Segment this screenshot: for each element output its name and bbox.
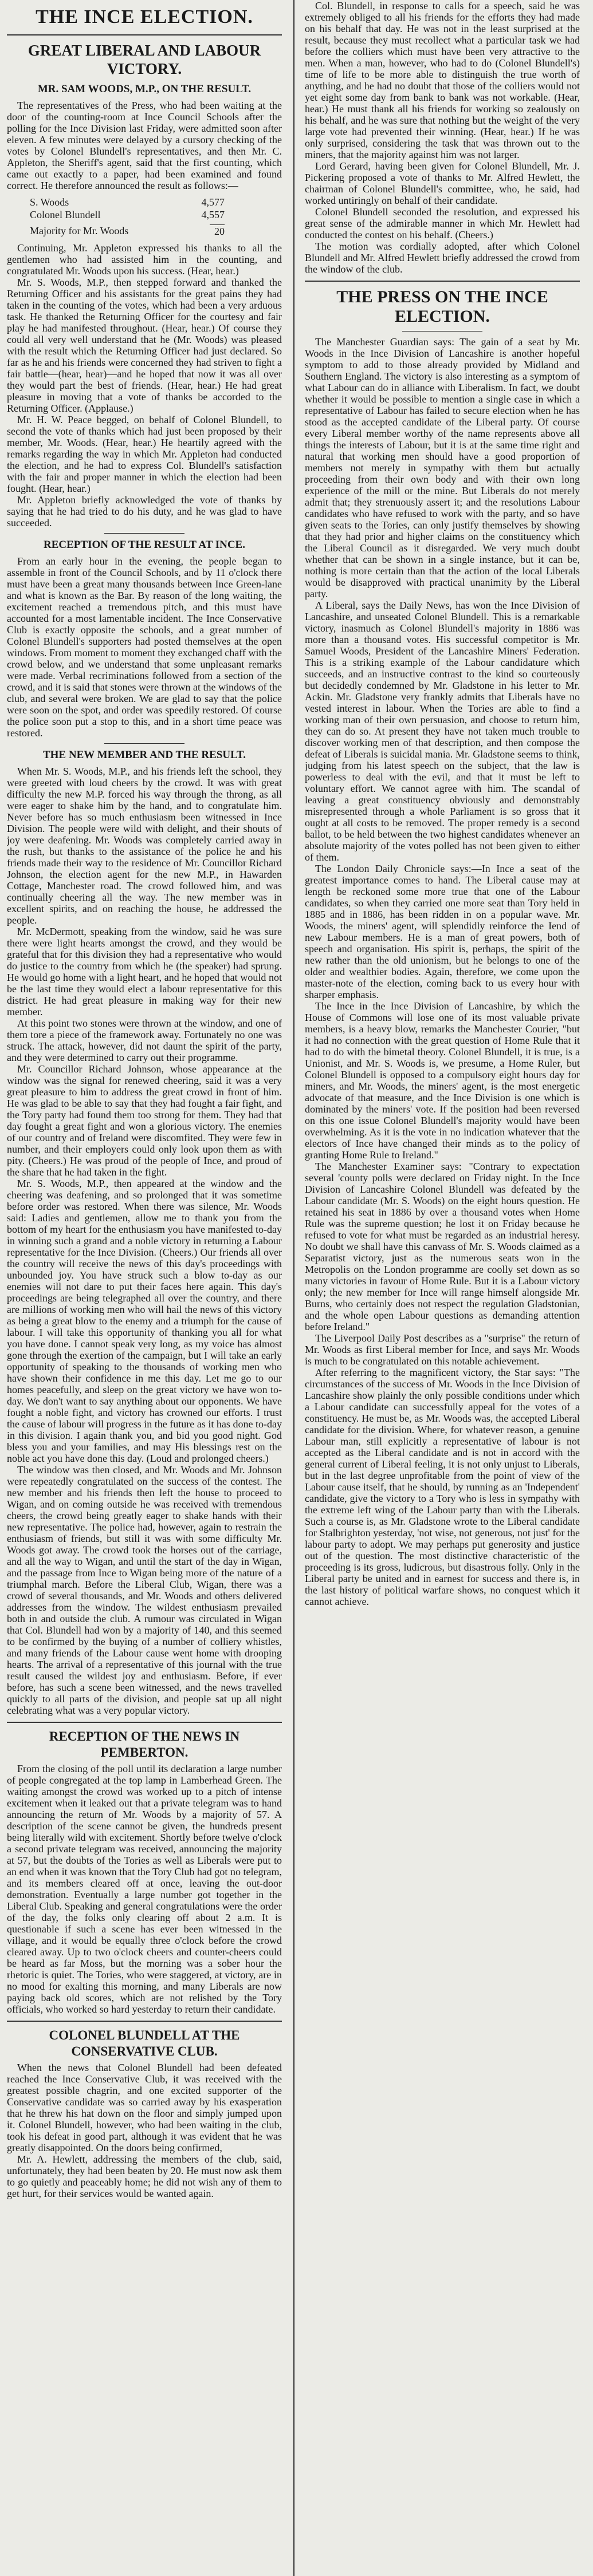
paragraph: From the closing of the poll until its declaration a large number of people congregated at the top lamp in Lamberhead Green. The waiting amongst the crowd was worked up to a pitch of intense excitement when it leaked out that a private telegram was to hand announcing the return of Mr. Woods by a majority of 57. A description of the scene cannot be given, the hundreds present being literally wild with excitement. Shortly before twelve o'clock a second private telegram was received, announcing the majority at 57, but the doubts of the Tories as well as Liberals were put to an end when it was known that the Tory Club had got no telegram, and its members cleared off at once, leaving the out-door demonstration. Eventually a large number got together in the Liberal Club. Speaking and general congratulations were the order of the day, the folks only clearing off about 2 a.m. It is questionable if such a scene has ever been witnessed in the village, and it would be equally three o'clock before the crowd cleared away. Up to two o'clock cheers and counter-cheers could be heard as far Moss, but the morning was a sober hour the rhetoric is quiet. The Tories, who were staggered, at victory, are in no mood for exalting this morning, and many Liberals are now paying back old scores, which are not relished by the Tory officials, who worked so hard yesterday to return their candidate. (7, 1763, 282, 2015)
paragraph: Mr. A. Hewlett, addressing the members of the club, said, unfortunately, they had been beaten by 20. He must now ask them to go quietly and peaceably home; he did not wish any of them to get hurt, for their services would be wanted again. (7, 2153, 282, 2199)
paragraph: Continuing, Mr. Appleton expressed his thanks to all the gentlemen who had assisted him in the counting, and congratulated Mr. Woods upon his success. (Hear, hear.) (7, 242, 282, 277)
paragraph: The window was then closed, and Mr. Woods and Mr. Johnson were repeatedly congratulated on the success of the contest. The new member and his friends then left the house to proceed to Wigan, and on coming outside he was received with tremendous cheers, the crowd being greatly eager to shake hands with their new representative. The police had, however, again to restrain the enthusiasm of friends, but still it was with some difficulty Mr. Woods got away. The crowd took the horses out of the carriage, and all the way to Wigan, and until the start of the day in Wigan, and the passage from Ince to Wigan being more of the nature of a triumphal march. Before the Liberal Club, Wigan, there was a crowd of several thousands, and Mr. Woods and others delivered addresses from the window. The wildest enthusiasm prevailed both in and outside the club. A rumour was circulated in Wigan that Col. Blundell had won by a majority of 140, and this seemed to be confirmed by the buying of a number of colliery whistles, and many friends of the Labour cause went home with drooping hearts. The arrival of a representative of this journal with the true result caused the wildest joy and enthusiasm. Before, if ever before, has such a scene been witnessed, and the news travelled quickly to all parts of the division, and people sat up all night celebrating what was a very popular victory. (7, 1464, 282, 1716)
candidate-row (30, 196, 225, 208)
rule (104, 533, 184, 534)
paragraph: The motion was cordially adopted, after which Colonel Blundell and Mr. Alfred Hewlett briefly addressed the crowd from the window of the club. (305, 240, 580, 275)
section-heading-pemberton: RECEPTION OF THE NEWS IN PEMBERTON. (49, 1729, 240, 1760)
rule (7, 34, 282, 35)
rule (7, 2021, 282, 2022)
paragraph: The Liverpool Daily Post describes as a "surprise" the return of Mr. Woods as first Liberal member for Ince, and says Mr. Woods is much to be congratulated on this notable achievement. (305, 1332, 580, 1367)
rule (305, 281, 580, 282)
section-heading-new-member: THE NEW MEMBER AND THE RESULT. (42, 749, 246, 761)
left-column (7, 6, 282, 2565)
paragraph: The London Daily Chronicle says:—In Ince a seat of the greatest importance comes to hand. The Liberal cause may at length be reckoned some more true that one of the Labour candidates, so when they carried one more seat than Tory held in 1885 and in 1886, has been ridden in on a popular wave. Mr. Woods, the miners' agent, will splendidly reinforce the Iend of new Labour members. He is a man of great powers, both of speech and organisation. His spirit is, perhaps, the spirit of the new rather than the old unionism, but he belongs to one of the older and wealthier bodies. Again, therefore, we come upon the master-note of the election, coming back to us every hour with sharper emphasis. (305, 863, 580, 1000)
main-headline: GREAT LIBERAL AND LABOUR VICTORY. (28, 42, 261, 77)
section-heading-result: MR. SAM WOODS, M.P., ON THE RESULT. (37, 83, 252, 95)
poll-result (30, 196, 282, 238)
paragraph: From an early hour in the evening, the people began to assemble in front of the Council Schools, and by 11 o'clock there must have been a great many thousands between Ince Green-lane and what is known as the Bar. By reason of the long waiting, the excitement reached a tremendous pitch, and this must have accounted for a most lamentable incident. The Ince Conservative Club is exactly opposite the schools, and a great number of Colonel Blundell's supporters had posted themselves at the open windows. From moment to moment they exchanged chaff with the crowd below, and we understand that some unpleasant remarks were made. Verbal recriminations followed from a section of the crowd, and it is said that stones were thrown at the windows of the club, and several were broken. We are glad to say that the police were soon on the spot, and order was speedily restored. Of course the police soon put a stop to this, and in a short time peace was restored. (7, 555, 282, 739)
right-column (305, 0, 580, 2559)
paragraph: Colonel Blundell seconded the resolution, and expressed his great sense of the admirable manner in which Mr. Hewlett had conducted the contest on his behalf. (Cheers.) (305, 206, 580, 240)
majority-value: 20 (210, 224, 225, 238)
majority-row (30, 224, 225, 238)
section-heading-reception: RECEPTION OF THE RESULT AT INCE. (44, 539, 245, 551)
rule (402, 331, 482, 332)
paragraph: After referring to the magnificent victory, the Star says: "The circumstances of the success of Mr. Woods in the Ince Division of Lancashire show plainly the only possible conditions under which a Labour candidate can successfully appeal for the votes of a constituency. He must be, as Mr. Woods was, the accepted Liberal candidate for the division. Where, for whatever reason, a genuine Labour man, still explicitly a representative of labour is not accepted as the Liberal candidate and is not in accord with the general current of Liberal feeling, it is not only unjust to Liberals, but in the last degree unprofitable from the point of view of the Labour cause itself, that he should, by running as an 'Independent' candidate, give the victory to a Tory who is less in sympathy with the extreme left wing of the Labour party than with the Liberals. Such a course is, as Mr. Gladstone wrote to the Liberal candidate for Stalbrighton yesterday, 'not wise, not generous, not just' for the labour party to adopt. We may perhaps put generosity and justice out of the question. The most distinctive characteristic of the proceeding is its gross, ludicrous, but disastrous folly. Only in the Liberal party be united and in earnest for success and there is, in the last history of political warfare shows, no conquest which it cannot achieve. (305, 1367, 580, 1607)
candidate-name: Colonel Blundell (30, 209, 101, 220)
paragraph: Mr. S. Woods, M.P., then appeared at the window and the cheering was deafening, and so prolonged that it was sometime before order was restored. When there was silence, Mr. Woods said: Ladies and gentlemen, allow me to thank you from the bottom of my heart for the enthusiasm you have manifested to-day in winning such a grand and a noble victory in returning a Labour representative for the Ince Division. (Cheers.) Our friends all over the country will receive the news of this day's proceedings with unbounded joy. You have struck such a blow to-day as our enemies will not dare to put their faces here again. This day's proceedings are being telegraphed all over the country, and there are millions of working men who will hail the news of this victory as being a great blow to the enemy and a triumph for the cause of labour. I will take this opportunity of thanking you all for what you have done. I cannot speak very long, as my voice has almost gone through the exertion of the campaign, but I will take an early opportunity of speaking to the thousands of working men who have shown their confidence in me this day. Let me go to our homes peacefully, and sleep on the great victory we have won to-day. We don't want to say anything about our opponents. We have fought a noble fight, and victory has crowned our efforts. I trust the cause of labour will progress in the future as it has done to-day in this division. I again thank you, and bid you good night. God bless you and your families, and may His blessings rest on the noble act you have done this day. (Loud and prolonged cheers.) (7, 1178, 282, 1464)
section-heading-blundell: COLONEL BLUNDELL AT THE CONSERVATIVE CLUB. (49, 2028, 240, 2058)
candidate-name: S. Woods (30, 196, 69, 208)
paragraph: Col. Blundell, in response to calls for a speech, said he was extremely obliged to all his friends for the efforts they had made on his behalf that day. He was not in the least surprised at the result, because they must recollect what a particular task we had before the colliers which must have been very attractive to the men. When a man, however, who had to do (Colonel Blundell's) time of life to be more able to distinguish the true worth of anything, and he had no doubt that those of the colliers would not yet eight some day from bank to bank was not workable. (Hear, hear.) He must thank all his friends for working so zealously on his behalf, and he was sure that nothing but the weight of the very large vote had prevented their winning. (Hear, hear.) If he was only surprised, considering the task that was thrown out to the miners, that the majority against him was not larger. (305, 0, 580, 160)
paragraph: The Manchester Examiner says: "Contrary to expectation several 'county polls were declared on Friday night. In the Ince Division of Lancashire Colonel Blundell was defeated by the Labour candidate (Mr. S. Woods) on the eight hours question. He retained his seat in 1886 by over a thousand votes when Home Rule was the supreme question; he lost it on Friday because he refused to vote for what must be regarded as an industrial heresy. No doubt we shall have this canvass of Mr. S. Woods claimed as a Separatist victory, just as the numerous seats won in the Metropolis on the London programme are coolly set down as so many victories in favour of Home Rule. But it is a Labour victory only; the new member for Ince will range himself alongside Mr. Burns, who certainly does not respect the regulation Gladstonian, and the whole open Labour questions as demanding attention before Ireland." (305, 1161, 580, 1332)
rule (7, 1722, 282, 1723)
paragraph: The Ince in the Ince Division of Lancashire, by which the House of Commons will lose one of its most valuable private members, is a heavy blow, remarks the Manchester Courier, "but it had no connection with the great question of Home Rule that it had to do with the bimetal theory. Colonel Blundell, it is true, is a Unionist, and Mr. S. Woods is, we presume, a Home Ruler, but Colonel Blundell is opposed to a compulsory eight hours day for miners, and Mr. Woods, the miners' agent, is the most energetic advocate of that measure, and the Ince Division is one which is dominated by the miners' vote. If the position had been reversed on this one issue Colonel Blundell's majority would have been overwhelming. As it is the vote in no indication whatever that the electors of Ince have changed their minds as to the policy of granting Home Rule to Ireland." (305, 1000, 580, 1161)
candidate-row (30, 208, 225, 221)
paragraph: Mr. McDermott, speaking from the window, said he was sure there were light hearts amongst the crowd, and they would be grateful that for this division they had a representative who would do justice to the country from which he (the speaker) had sprung. He would go home with a light heart, and he hoped that would not be the last time they would elect a labour representative for this district. He had great pleasure in making way for their new member. (7, 926, 282, 1017)
paragraph: A Liberal, says the Daily News, has won the Ince Division of Lancashire, and unseated Colonel Blundell. This is a remarkable victory, inasmuch as Colonel Blundell's majority in 1886 was more than a thousand votes. His successful competitor is Mr. Samuel Woods, President of the Lancashire Miners' Federation. This is a striking example of the Labour candidature which succeeds, and an instructive contrast to the kind so courteously but decidedly condemned by Mr. Gladstone in his letter to Mr. Ackin. Mr. Gladstone very frankly admits that Liberals have no vested interest in labour. When the Tories are able to find a working man of their own persuasion, and choose to return him, they can do so. At present they have not taken much trouble to discover working men of that description, and then compose the defeat of Liberals is suicidal mania. Mr. Gladstone seems to think, judging from his latest speech on the subject, that the law is powerless to deal with the evil, and that it must be left to voluntary effort. We cannot agree with him. The scandal of leaving a great constituency obviously and demonstrably misrepresented through a whole Parliament is so gross that it ought at all costs to be removed. The proper remedy is a second ballot, to be held between the two highest candidates whenever an absolute majority of the votes polled has not been given to either of them. (305, 599, 580, 863)
column-divider (293, 0, 294, 2576)
paragraph: At this point two stones were thrown at the window, and one of them tore a piece of the framework away. Fortunately no one was struck. The attack, however, did not daunt the spirit of the party, and they were determined to carry out their programme. (7, 1017, 282, 1063)
majority-label: Majority for Mr. Woods (30, 225, 129, 236)
paragraph: When Mr. S. Woods, M.P., and his friends left the school, they were greeted with loud cheers by the crowd. It was with great difficulty the new M.P. forced his way through the throng, as all were eager to shake him by the hand, and to congratulate him. Never before has so much enthusiasm been witnessed in Ince Division. The people were wild with delight, and their shouts of joy were deafening. Mr. Woods was completely carried away in the rush, but thanks to the assistance of the police he and his friends made their way to the residence of Mr. Councillor Richard Johnson, the election agent for the new M.P., in Hawarden Cottage, Manchester road. The crowd followed him, and was continually cheering all the way. The new member was in excellent spirits, and on reaching the house, he addressed the people. (7, 766, 282, 926)
paragraph: Mr. S. Woods, M.P., then stepped forward and thanked the Returning Officer and his assistants for the great pains they had taken in the counting of the votes, which had been a very arduous task. He thanked the Returning Officer for the courtesy and fair play he had manifested throughout. (Hear, hear.) Of course they could all very well understand that he (Mr. Woods) was pleased with the result which the Returning Officer had just declared. So far as he and his friends were concerned they had striven to fight a fair battle—(hear, hear)—and he hoped that now it was all over they would part the best of friends. (Hear, hear.) He had great pleasure in moving that a vote of thanks be accorded to the Returning Officer. (Applause.) (7, 277, 282, 414)
paragraph: The representatives of the Press, who had been waiting at the door of the counting-room at Ince Council Schools after the polling for the Ince Division last Friday, were admitted soon after eleven. A few minutes were delayed by a cursory checking of the votes by Colonel Blundell's representatives, and then Mr. C. Appleton, the Sheriff's agent, said that the first counting, which came out exactly to a paper, had been examined and found correct. He therefore announced the result as follows:— (7, 100, 282, 191)
paragraph: Mr. H. W. Peace begged, on behalf of Colonel Blundell, to second the vote of thanks which had just been proposed by their member, Mr. Woods. (Hear, hear.) He heartily agreed with the remarks regarding the way in which Mr. Appleton had conducted the election, and he had to express Col. Blundell's satisfaction with the fair and proper manner in which the election had been fought. (Hear, hear.) (7, 414, 282, 494)
rule (104, 743, 184, 744)
paragraph: When the news that Colonel Blundell had been defeated reached the Ince Conservative Club, it was received with the greatest possible chagrin, and one excited supporter of the Conservative candidate was so carried away by his exasperation that he threw his hat down on the floor and simply jumped upon it. Colonel Blundell, however, who had been waiting in the club, took his defeat in good part, although it was evident that he was greatly disappointed. On the doors being confirmed, (7, 2062, 282, 2153)
banner-title: THE INCE ELECTION. (36, 6, 253, 27)
paragraph: Lord Gerard, having been given for Colonel Blundell, Mr. J. Pickering proposed a vote of thanks to Mr. Alfred Hewlett, the chairman of Colonel Blundell's committee, who, he said, had worked untiringly on behalf of their candidate. (305, 160, 580, 206)
candidate-votes: 4,557 (201, 209, 225, 220)
paragraph: Mr. Councillor Richard Johnson, whose appearance at the window was the signal for renewed cheering, said it was a very great pleasure to him to address the great crowd in front of him. He was glad to be able to say that they had fought a fair fight, and the Tory party had found them too strong for them. They had that day fought a great fight and won a glorious victory. The enemies of our country and of Ireland were discomfited. They were few in number, and their employers could only look upon them as with pity. (Cheers.) He was proud of the people of Ince, and proud of the share that he had taken in the fight. (7, 1063, 282, 1178)
candidate-votes: 4,577 (201, 196, 225, 208)
section-heading-press: THE PRESS ON THE INCE ELECTION. (336, 287, 548, 326)
paragraph: The Manchester Guardian says: The gain of a seat by Mr. Woods in the Ince Division of Lancashire is another hopeful symptom to add to those already provided by Midland and Southern England. The victory is also interesting as a symptom of what Labour can do in alliance with Liberalism. In fact, we doubt whether it would be possible to mention a single case in which a representative of Labour has failed to secure election when he has stood as the accepted candidate of the Liberal party. Of course every Liberal member worthy of the name represents above all things the interests of Labour, but it is at the same time right and natural that working men should have a good proportion of members not merely in sympathy with them but actually proceeding from their own body and with their own long experience of the mill or the mine. But Liberals do not merely admit that; they strenuously assert it; and the resolutions Labour candidates who have refused to work with the party, and so have given seats to the Tories, can only justify themselves by showing that they had prior and higher claims on the constituency which the Liberal Council as it disregarded. We very much doubt whether that can be shown in a single instance, but it can be, nothing is more certain than that the action of the local Liberals would be disapproved with practical unanimity by the Liberal party. (305, 336, 580, 599)
paragraph: Mr. Appleton briefly acknowledged the vote of thanks by saying that he had tried to do his duty, and he was glad to have succeeded. (7, 494, 282, 528)
